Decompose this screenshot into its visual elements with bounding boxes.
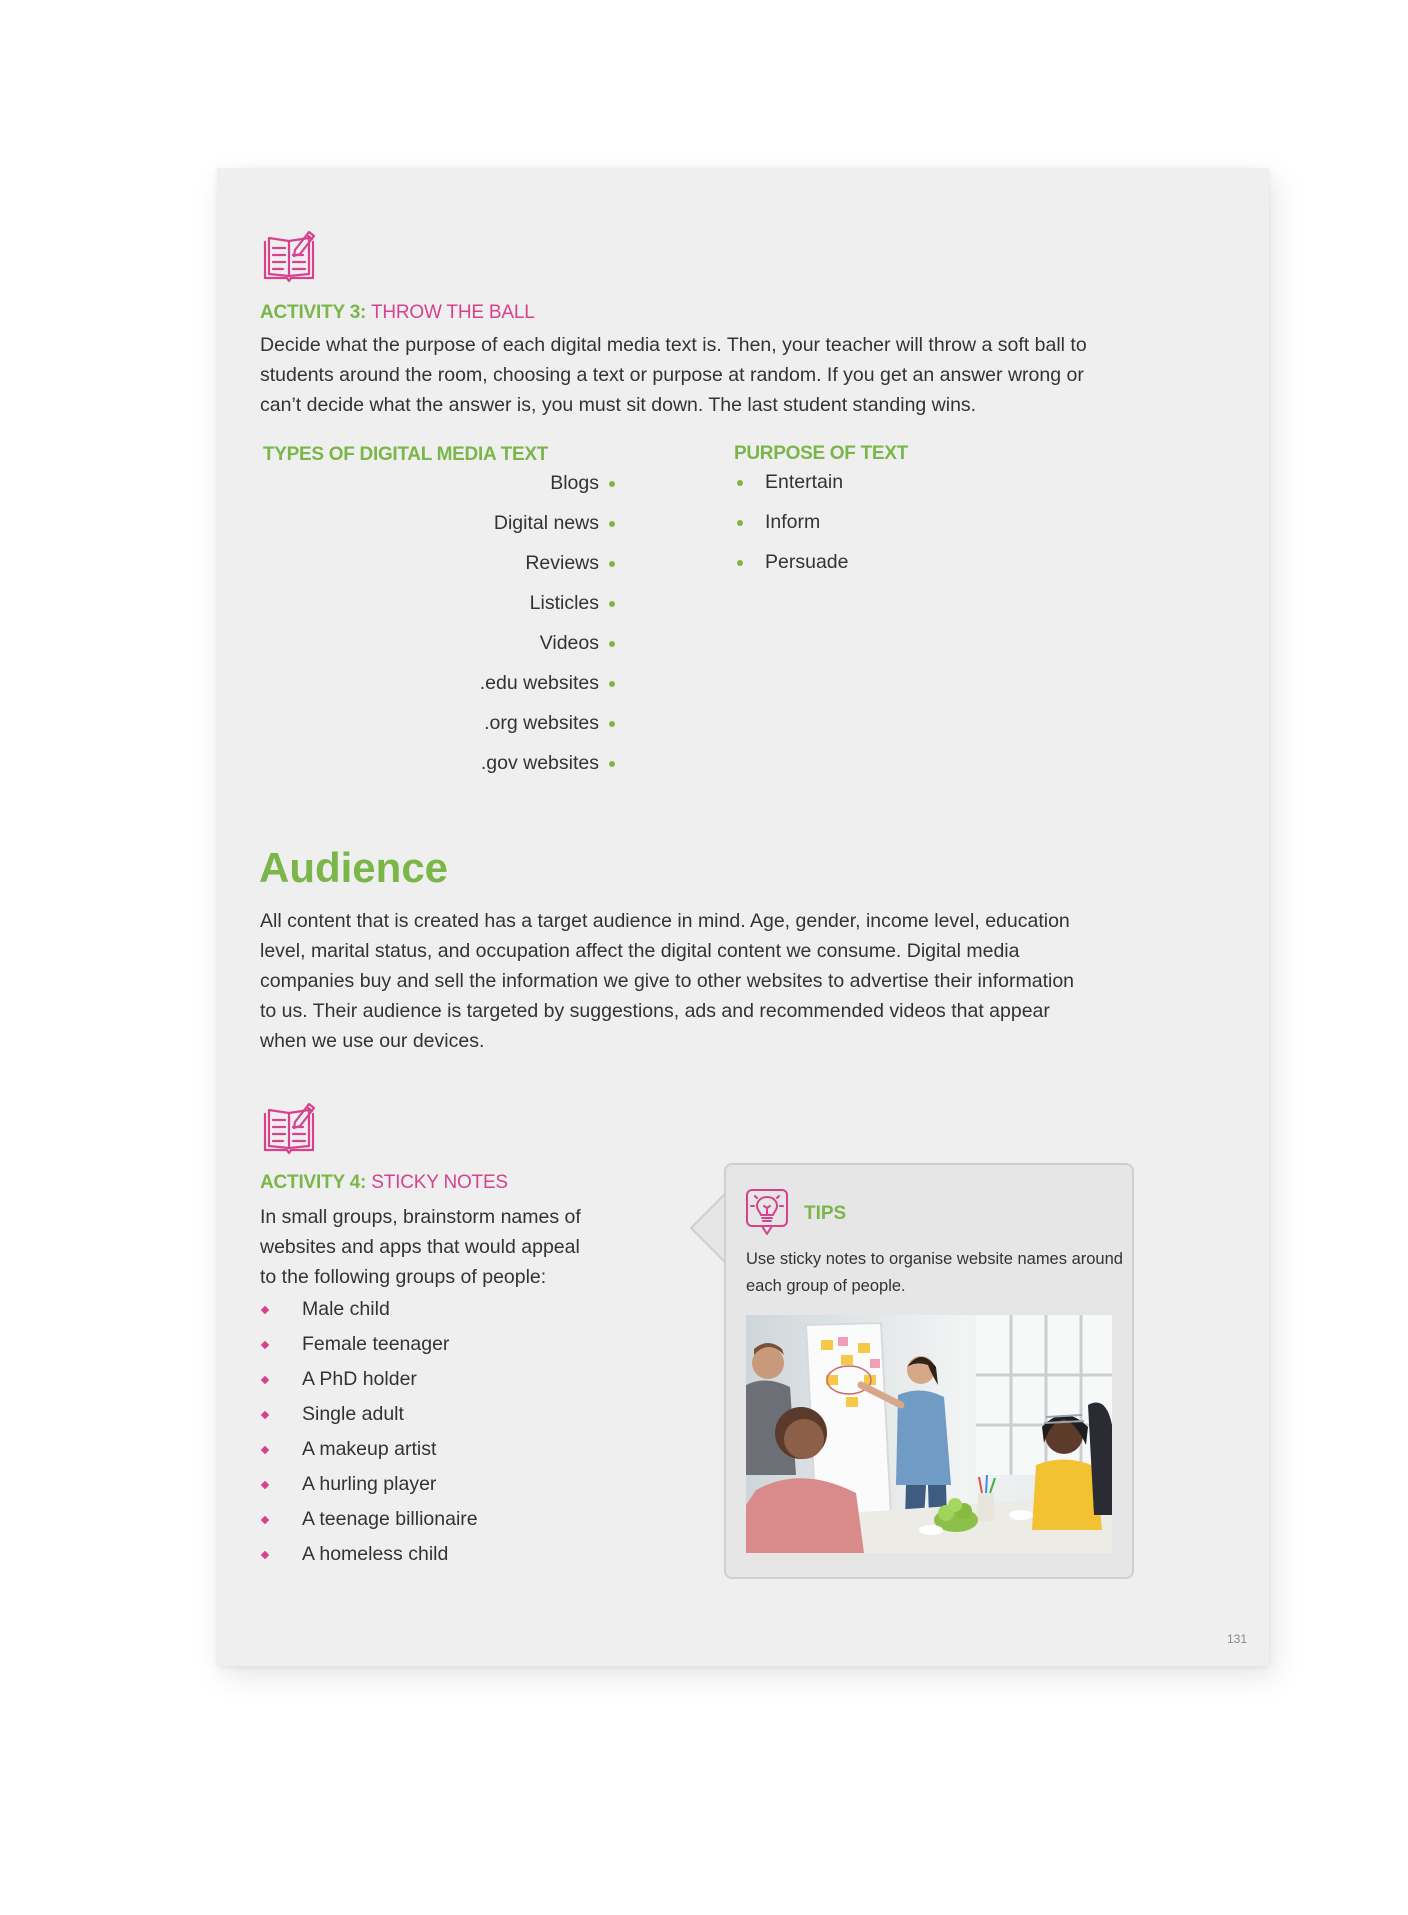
list-item: A homeless child (259, 1540, 478, 1575)
list-item: Reviews (357, 548, 615, 588)
book-pencil-icon (259, 228, 319, 286)
list-item: Listicles (357, 588, 615, 628)
list-item: A PhD holder (259, 1365, 478, 1400)
audience-paragraph (260, 906, 1220, 1056)
purpose-heading: PURPOSE OF TEXT (734, 443, 908, 464)
list-item: A hurling player (259, 1470, 478, 1505)
tips-box (724, 1163, 1134, 1579)
list-item: Blogs (357, 468, 615, 508)
activity-4-header (260, 1172, 508, 1194)
tips-line: each group of people. (746, 1277, 906, 1295)
description-line: Decide what the purpose of each digital media text is. Then, your teacher will throw a soft ball to (260, 334, 1087, 356)
tips-line: Use sticky notes to organise website names around (746, 1250, 1123, 1268)
book-page (217, 168, 1269, 1666)
activity-number: ACTIVITY 4: (260, 1172, 367, 1193)
tips-label: TIPS (804, 1203, 847, 1224)
description-line: websites and apps that would appeal (260, 1236, 580, 1258)
activity-title: STICKY NOTES (371, 1172, 508, 1193)
groups-list (259, 1295, 478, 1575)
tips-text (746, 1246, 1126, 1300)
types-heading: TYPES OF DIGITAL MEDIA TEXT (263, 444, 549, 465)
paragraph-line: companies buy and sell the information we give to other websites to advertise their information (260, 970, 1075, 992)
lightbulb-icon (744, 1187, 790, 1239)
list-item: Videos (357, 628, 615, 668)
list-item: A teenage billionaire (259, 1505, 478, 1540)
list-item: Single adult (259, 1400, 478, 1435)
page-number: 131 (1226, 1632, 1247, 1646)
activity-3-header (260, 302, 535, 324)
description-line: can’t decide what the answer is, you must sit down. The last student standing wins. (260, 394, 977, 416)
list-item: Persuade (737, 547, 848, 587)
paragraph-line: when we use our devices. (260, 1030, 485, 1052)
description-line: to the following groups of people: (260, 1266, 547, 1288)
list-item: .org websites (357, 708, 615, 748)
list-item: .edu websites (357, 668, 615, 708)
paragraph-line: to us. Their audience is targeted by suggestions, ads and recommended videos that appear (260, 1000, 1050, 1022)
purpose-list (737, 467, 848, 587)
list-item: Entertain (737, 467, 848, 507)
activity-4-description (260, 1202, 640, 1292)
section-heading: Audience (259, 844, 449, 891)
paragraph-line: All content that is created has a target audience in mind. Age, gender, income level, education (260, 910, 1070, 932)
types-list (357, 468, 615, 788)
list-item: Female teenager (259, 1330, 478, 1365)
paragraph-line: level, marital status, and occupation affect the digital content we consume. Digital media (260, 940, 1020, 962)
list-item: .gov websites (357, 748, 615, 788)
list-item: A makeup artist (259, 1435, 478, 1470)
list-item: Inform (737, 507, 848, 547)
activity-3-description (260, 330, 1220, 420)
activity-number: ACTIVITY 3: (260, 302, 367, 323)
description-line: In small groups, brainstorm names of (260, 1206, 581, 1228)
description-line: students around the room, choosing a text or purpose at random. If you get an answer wrong or (260, 364, 1084, 386)
book-pencil-icon (259, 1100, 319, 1158)
list-item: Male child (259, 1295, 478, 1330)
classroom-photo (746, 1315, 1112, 1553)
list-item: Digital news (357, 508, 615, 548)
activity-title: THROW THE BALL (370, 302, 535, 323)
